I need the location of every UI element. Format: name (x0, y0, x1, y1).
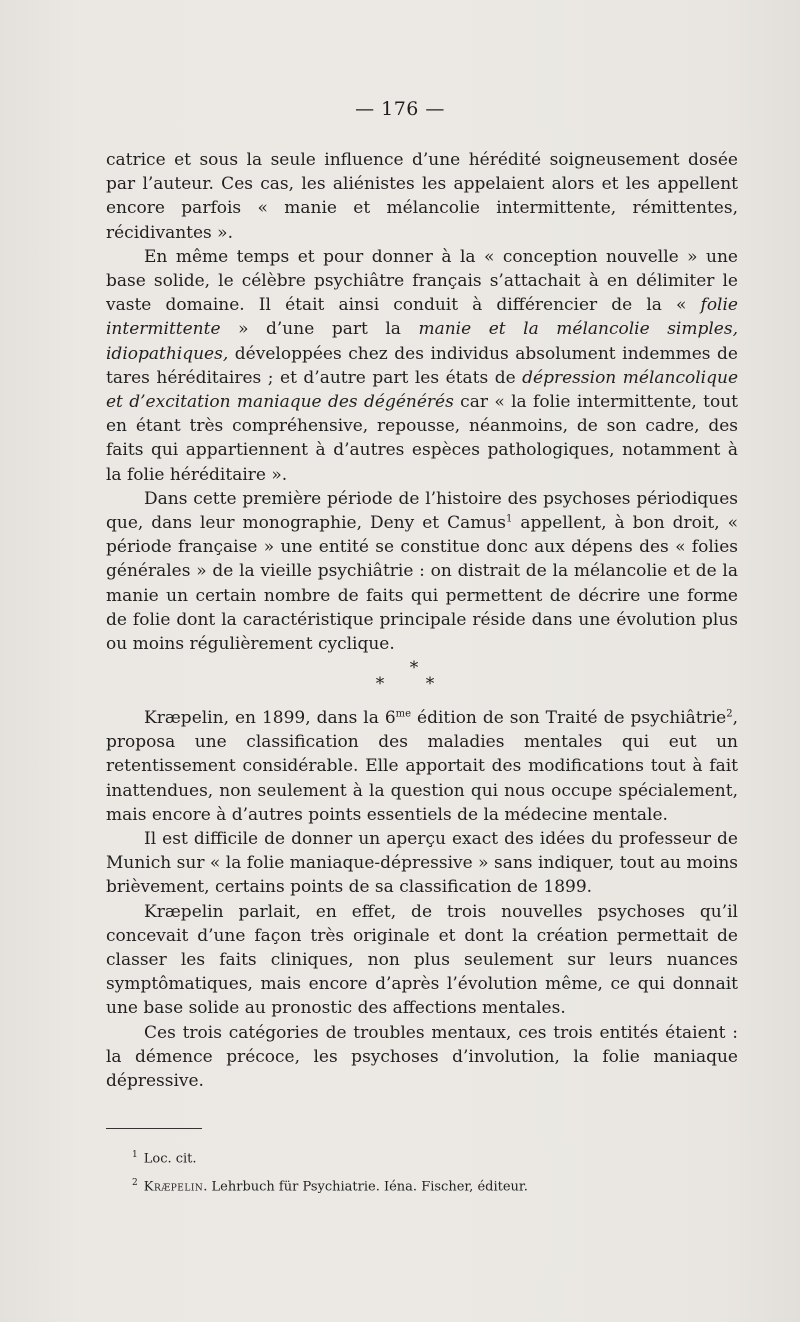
section-separator (0, 660, 800, 692)
footnote-reference: 1 (506, 513, 513, 525)
text-run: développées chez des individus absolument indemmes de tares héréditaires ; et d’autre part les états de (106, 343, 738, 388)
footnote-2 (132, 1171, 712, 1199)
text-run: appellent, à bon droit, « période française » une entité se constitue donc aux dépens des « folies générales » de la vieille psychiâtrie : on distrait de la mélancolie et de la manie un certain nombre de faits qui permettent de décrire une forme de folie dont la caractéristique principale réside dans une évolution plus ou moins régulièrement cyclique. (106, 513, 738, 655)
italic-text: manie et la mélancolie simples, idiopathiques, (106, 319, 739, 364)
paragraph (106, 827, 738, 900)
paragraph (106, 706, 738, 827)
paragraph (106, 900, 738, 1021)
footnote-text: . Lehrbuch für Psychiatrie. Iéna. Fischer, éditeur. (203, 1179, 528, 1195)
text-run: En même temps et pour donner à la « conception nouvelle » une base solide, le célèbre psychiâtre français s’attachait à en délimiter le vaste domaine. Il était ainsi conduit à différencier de la « (106, 246, 738, 316)
paragraph (106, 1021, 738, 1094)
separator-star-top: * (409, 658, 419, 678)
text-run: catrice et sous la seule influence d’une hérédité soigneusement dosée par l’auteur. Ces cas, les aliénistes les appelaient alors et les appellent encore parfois « manie et mélancolie intermittente, rémittentes, récidivantes ». (106, 150, 738, 243)
footnote-mark: 2 (132, 1178, 138, 1189)
text-run: Ces trois catégories de troubles mentaux, ces trois entités étaient : la démence précoce, les psychoses d’involution, la folie maniaque dépressive. (106, 1022, 738, 1092)
footnote-1 (132, 1143, 712, 1171)
separator-stars-bottom: * * (375, 674, 453, 694)
footnotes (132, 1143, 712, 1200)
footnote-reference: me (395, 708, 412, 720)
footnote-reference: 2 (726, 708, 733, 720)
text-run: Il est difficile de donner un aperçu exact des idées du professeur de Munich sur « la folie maniaque-dépressive » sans indiquer, tout au moins brièvement, certains points de sa classification de 1899. (106, 829, 738, 898)
text-run: Kræpelin parlait, en effet, de trois nouvelles psychoses qu’il concevait d’une façon très originale et dont la création permettait de classer les faits cliniques, non plus seulement sur leurs nuances symptômatiques, mais encore d’après l’évolution même, ce qui donnait une base solide au pronostic des affections mentales. (106, 901, 738, 1019)
page-number: — 176 — (355, 98, 445, 120)
footnote-mark: 1 (132, 1150, 138, 1160)
paragraph (106, 487, 738, 656)
footnote-text: Loc. cit. (143, 1151, 197, 1167)
italic-text: folie intermittente (106, 295, 738, 340)
paragraph (106, 148, 738, 245)
text-run: , proposa une classification des maladies mentales qui eut un retentissement considérable. Elle apportait des modifications tout à fait inattendues, non seulement à la question qui nous occupe spécialement, mais encore à d’autres points essentiels de la médecine mentale. (106, 708, 739, 825)
body-text-bottom (106, 706, 738, 1093)
body-text-top (106, 148, 738, 656)
footnote-author: Kræpelin (143, 1179, 204, 1195)
text-run: Kræpelin, en 1899, dans la 6 (144, 708, 396, 728)
text-run: car « la folie intermittente, tout en étant très compréhensive, repousse, néanmoins, de son cadre, des faits qui appartiennent à d’autres espèces pathologiques, notamment à la folie héréditaire ». (106, 392, 738, 485)
italic-text: dépression mélancolique et d’excitation maniaque des dégénérés (106, 367, 739, 413)
paragraph (106, 245, 738, 487)
text-run: » d’une part la (220, 319, 419, 340)
text-run: édition de son Traité de psychiâtrie (411, 708, 727, 728)
text-run: Dans cette première période de l’histoire des psychoses périodiques que, dans leur monographie, Deny et Camus (106, 488, 738, 534)
footnote-rule (106, 1128, 202, 1129)
